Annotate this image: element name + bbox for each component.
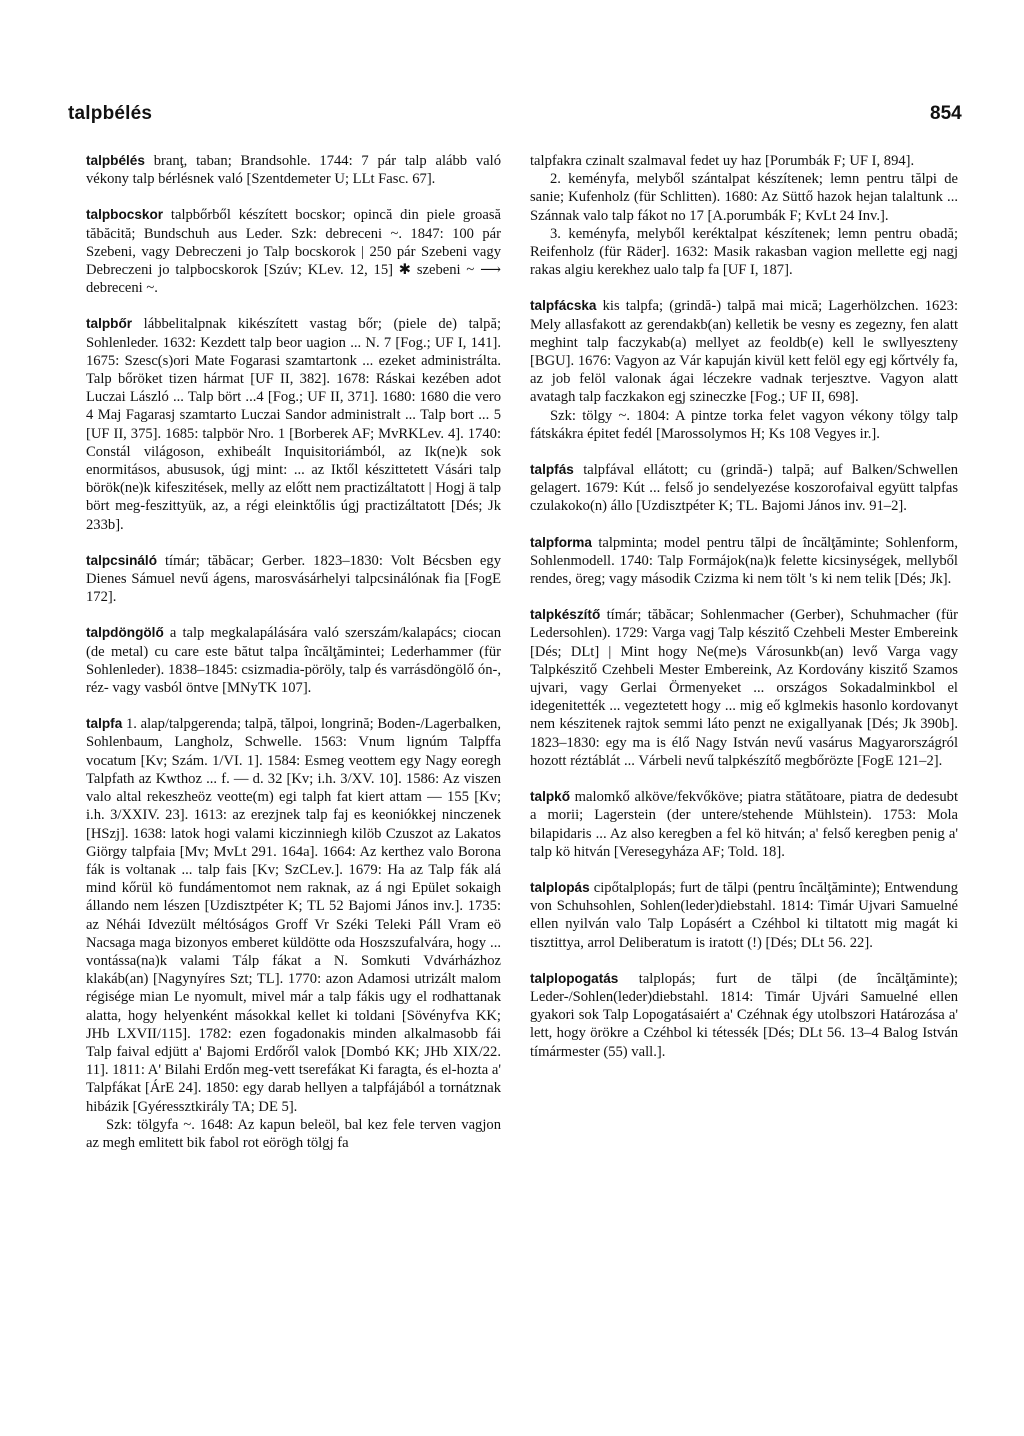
entry-subentry: Szk: tölgy ~. 1804: A pintze torka felet vagyon vékony tölgy talp fátskákra épitet fedél [Marossolymos H; Ks 108 Vegyes ir.]. xyxy=(530,407,958,442)
left-column xyxy=(86,152,501,1170)
dictionary-entry xyxy=(86,206,501,297)
entry-text: branţ, taban; Brandsohle. 1744: 7 pár talp alább való vékony talp bérlésnek való [Szentdemeter U; LLt Fasc. 67]. xyxy=(86,153,501,188)
entry-text: talpfával ellátott; cu (grindă-) talpă; auf Balken/Schwellen gelagert. 1679: Kút ... felső jo sendelyezése koszorofaival együtt talpfas czulakoko(n) állo [Uzdisztpéter K; TL. Bajomi János inv. 91–2]. xyxy=(530,462,958,515)
running-head-word: talpbélés xyxy=(68,103,153,124)
entry-headword: talpbélés xyxy=(86,153,145,168)
dictionary-entry xyxy=(530,534,958,589)
entry-text: talpbőrből készített bocskor; opincă din piele groasă tăbăcită; Bundschuh aus Leder. Szk: debreceni ~. 1847: 100 pár Szebeni, vagy Debreczeni jo Talp bocskorok | 250 pár Szebeni vagy Debreczeni jo talpbocskorok [Szúv; KLev. 12, 15] ✱ szebeni ~ ⟶ debreceni ~. xyxy=(86,207,501,297)
entry-text: 3. keményfa, melyből keréktalpat készítenek; lemn pentru obadă; Reifenholz (für Räder]. 1632: Masik rakasban vagion mellette egj nagj rakas algiu kerekhez ualo talp fa [UF I, 187]. xyxy=(530,225,958,279)
entry-headword: talplopás xyxy=(530,879,590,895)
entry-headword: talpbőr xyxy=(86,316,133,332)
dictionary-entry xyxy=(530,152,958,170)
entry-text: malomkő alköve/fekvőköve; piatra stătătoare, piatra de dedesubt a morii; Lagerstein (der untere/stehende Mühlstein). 1753: Mola bilapidaris ... Az also keregben a fel kö hitván; a' felső keregben penig a' talp kö hitván [Veresegyháza AF; Told. 18]. xyxy=(530,789,958,860)
entry-text: talplopás; furt de tălpi (de încălţăminte); Leder-/Sohlen(leder)diebstahl. 1814: Timár Ujvári Samuelné ellen gyakori sok Talp Lopogatásaiért a' Czéhnak égy utolbszori Határozása a' lett, hogy örökre a Czéhbol ki tétessék [Dés; DLt 56. 13–4 Balog István tímármester (55) vall.]. xyxy=(530,970,958,1060)
entry-headword: talpbocskor xyxy=(86,207,164,223)
entry-headword: talpforma xyxy=(530,534,592,550)
entry-text: a talp megkalapálására való szerszám/kalapács; ciocan (de metal) cu care este bătut talpa încălţămintei; Lederhammer (für Sohlenleder). 1838–1845: csizmadia-pöröly, talp és varrásdöngölő ón-, réz- vagy vasból öntve [MNyTK 107]. xyxy=(86,625,501,697)
entry-headword: talpkő xyxy=(530,789,571,805)
entry-headword: talpkészítő xyxy=(530,607,601,623)
dictionary-entry xyxy=(530,879,958,952)
entry-text: kis talpfa; (grindă-) talpă mai mică; Lagerhölzchen. 1623: Mely allasfakott az gerendakb(an) kelletik be vesny es zegezny, fen alatt meghint talp faczykab(a) mellyet az feoldb(e) kell le swllyeszteny [BGU]. 1676: Vagyon az Vár kapuján kivül kett felöl egy egj kőrtvély fa, az job felöl valonak ágai léczekre vadnak terjesztve. Vagyon alatt avatagh talp faczkakon egj szineczke [Fog.; UF II, 698]. xyxy=(530,298,958,406)
page-number: 854 xyxy=(930,103,962,124)
entry-text: lábbelitalpnak kikészített vastag bőr; (piele de) talpă; Sohlenleder. 1632: Kezdett talp beor uagion ... N. 7 [Fog.; UF I, 141]. 1675: Szesc(s)ori Mate Fogarasi szamtartonk ... ezeket administrálta. Talp bőröket tizen hármat [UF II, 382]. 1678: Ráskai kezében adot Luczai László ... Talp bört ...4 [Fog.; UF II, 371]. 1680: 1680 die vero 4 Maj Fagarasj szamtarto Luczai Sandor administralt ... Talp bort ... 5 [UF II, 375]. 1685: talpbör Nro. 1 [Borberek AF; MvRKLev. 4]. 1740: Constál világoson, exhibeált Inquisitoriámból, az Ik(ne)k sok enormitásos, abususok, úgj mint: ... az Iktől készittetett Vásári talp börök(ne)k kifeszitések, melly az előtt nem practizáltatott | Hogj ä talp bört meg-feszittyük, az, a régi eleinktőlis úgj practizáltatott [Dés; Jk 233b]. xyxy=(86,316,501,533)
entry-text: talpminta; model pentru tălpi de încălţăminte; Sohlenform, Sohlenmodell. 1740: Talp Formájok(na)k felette kicsinységek, mellyből rendes, öreg; vagy második Czizma ki nem tölt 's ki nem telik [Dés; Jk]. xyxy=(530,534,958,588)
entry-text: talpfakra czinalt szalmaval fedet uy haz [Porumbák F; UF I, 894]. xyxy=(530,153,915,169)
dictionary-entry xyxy=(530,788,958,861)
dictionary-entry xyxy=(86,624,501,697)
dictionary-entry xyxy=(530,970,958,1061)
entry-headword: talplopogatás xyxy=(530,970,619,986)
entry-text: 2. keményfa, melyből szántalpat készítenek; lemn pentru tălpi de sanie; Kufenholz (für Schlitten). 1680: Az Süttő hazok hejan talaltunk ... Szánnak valo talp fákot no 17 [A.porumbák F; KvLt 24 Inv.]. xyxy=(530,171,958,224)
dictionary-entry xyxy=(86,552,501,607)
entry-headword: talpfás xyxy=(530,462,574,478)
entry-subentry: Szk: tölgyfa ~. 1648: Az kapun beleöl, bal kez fele terven vagjon az megh emlitett bik fabol rot eörögh tölgj fa xyxy=(86,1116,501,1151)
dictionary-entry xyxy=(530,297,958,443)
right-column xyxy=(530,152,958,1079)
dictionary-entry xyxy=(86,715,501,1152)
entry-text: cipőtalplopás; furt de tălpi (pentru încălţăminte); Entwendung von Schuhsohlen, Sohlen(leder)diebstahl. 1814: Timár Ujvari Samuelné ellen nyilván valo Talp Lopásért a Czéhbol ki tiltatott mig magát ki tisztittya, arrol Deliberatum is iratott (!) [Dés; DLt 56. 22]. xyxy=(530,879,958,951)
entry-headword: talpfácska xyxy=(530,298,597,314)
entry-headword: talpfa xyxy=(86,716,123,732)
entry-headword: talpdöngölő xyxy=(86,625,164,641)
dictionary-entry xyxy=(530,606,958,770)
dictionary-entry xyxy=(530,461,958,516)
entry-headword: talpcsináló xyxy=(86,552,158,568)
entry-text: tímár; tăbăcar; Gerber. 1823–1830: Volt Bécsben egy Dienes Sámuel nevű ágens, marosvásárhelyi talpcsinálónak fia [FogE 172]. xyxy=(86,552,501,606)
dictionary-entry xyxy=(530,170,958,225)
dictionary-entry xyxy=(530,225,958,280)
dictionary-entry xyxy=(86,152,501,188)
entry-text: tímár; tăbăcar; Sohlenmacher (Gerber), Schuhmacher (für Ledersohlen). 1729: Varga vagj Talp készitő Czehbeli Mester Embereink [Dés; DLt] | Mint hogy Ne(me)s Városunkb(an) levő Varga vagy Talpkészitő Czehbeli Mester Embereink, Az Kordovány kiszitő Szamos ujvari, vagy Gerlai Örmenyeket ... országos Sokadalminkbol el idegenitették ... vegeztetett hogy ... mig eő kglmekis hasonlo kordovanyt nem készitenek rajtok semmi láto penzt ne exigallyanak [Dés; Jk 390b]. 1823–1830: egy ma is élő Nagy István nevű vasárus Magyarországról hozott réztáblát ... Várbeli nevű talpkészítő megbőrözte [FogE 121–2]. xyxy=(530,607,958,769)
dictionary-entry xyxy=(86,315,501,533)
entry-text: 1. alap/talpgerenda; talpă, tălpoi, longrină; Boden-/Lagerbalken, Sohlenbaum, Langholz, Schwelle. 1563: Vnum lignúm Talpffa vocatum [Kv; Szám. 1/VI. 1]. 1584: Esmeg veottem egy Nagy eoregh Talpfath az Kwthoz ... f. — d. 32 [Kv; i.h. 3/XV. 10]. 1586: Az viszen valo altal rekeszheöz veotte(m) egi talph fat kiert attam — 155 [Kv; i.h. 3/XXIV. 23]. 1613: az erezjnek talp faj es keoniókkej ninczenek [HSzj]. 1638: latok hogi valami kiczinniegh kilöb Czuszot az Lakatos Giörgy talpfaia [Mv; MvLt 291. 164a]. 1664: Az kerthez valo Borona fák is voltanak ... talp fais [Kv; SzCLev.]. 1679: Ha az Talp fák alá mind kőrül kö fundámentomot nem raknak, az á ngi Epület sokaigh állando nem lészen [Uzdisztpéter K; TL 52 Bajomi János inv.]. 1735: az Néhái Idvezült méltóságos Groff Vr Széki Teleki Páll Vram eö Nacsaga maga bizonyos emberet küldötte oda Hoszszufalvára, hogy ... vontássa(na)k valami Tálp fákat a N. Somkuti Vdvárházhoz klakáb(an) [Nagynyíres Szt; TL]. 1770: azon Adamosi utrizált malom régisége mian Le nyomult, mivel már a talp fákis ugy el rodhattanak alatta, hogy helyenként másokkal kellet ki toldani [Sövényfva KK; JHb LXVII/115]. 1782: ezen fogadonakis minden alkalmasobb fái Talp faival edjütt a' Bajomi Erdőről valok [Dombó KK; JHb XIX/22. 11]. 1811: A' Bilahi Erdőn meg-vett tserefákat Ki faragta, és el-hozta a' Talpfákat [ÁrE 24]. 1850: egy darab hellyen a talpfájából a tornátznak hibázik [Gyéressztkirály TA; DE 5]. xyxy=(86,716,501,1115)
